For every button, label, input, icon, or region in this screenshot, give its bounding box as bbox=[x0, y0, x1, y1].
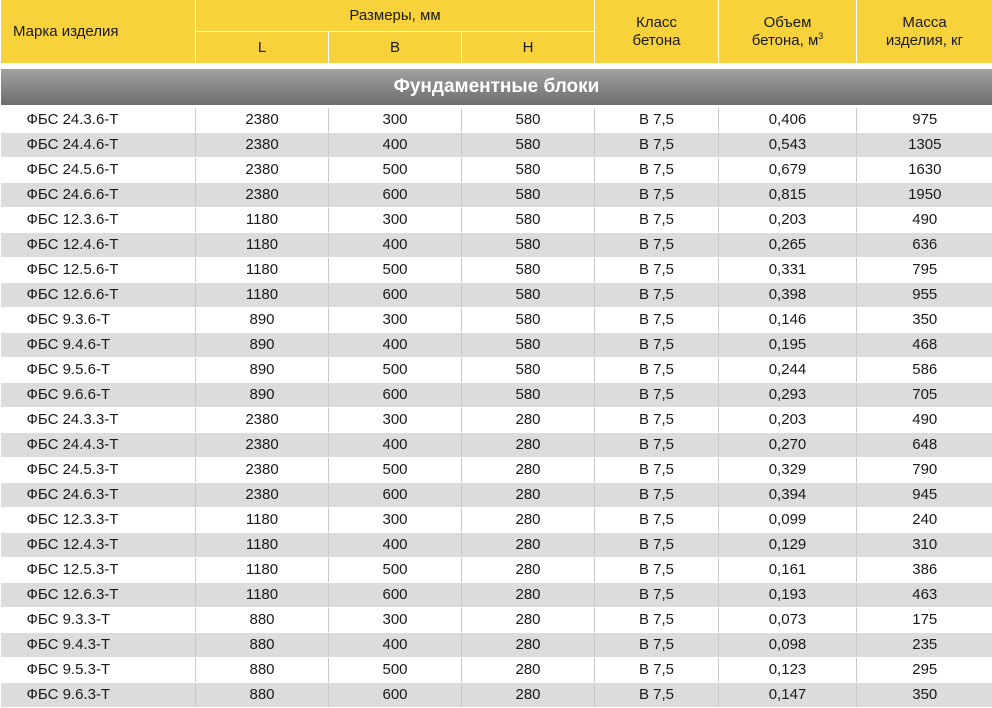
cell-class: В 7,5 bbox=[595, 608, 719, 633]
header-mass bbox=[857, 0, 992, 63]
cell-name: ФБС 12.3.3-Т bbox=[1, 508, 196, 533]
table-row bbox=[1, 308, 992, 333]
cell-mass: 1305 bbox=[857, 133, 992, 158]
cell-name: ФБС 24.5.3-Т bbox=[1, 458, 196, 483]
cell-b: 300 bbox=[329, 408, 462, 433]
cell-h: 580 bbox=[462, 283, 595, 308]
cell-mass: 468 bbox=[857, 333, 992, 358]
cell-class: В 7,5 bbox=[595, 158, 719, 183]
cell-class: В 7,5 bbox=[595, 433, 719, 458]
cell-volume: 0,129 bbox=[719, 533, 857, 558]
cell-b: 400 bbox=[329, 233, 462, 258]
cell-name: ФБС 9.6.3-Т bbox=[1, 683, 196, 708]
cell-mass: 586 bbox=[857, 358, 992, 383]
cell-class: В 7,5 bbox=[595, 108, 719, 133]
table-row bbox=[1, 258, 992, 283]
cell-l: 1180 bbox=[196, 208, 329, 233]
table-row bbox=[1, 183, 992, 208]
cell-l: 2380 bbox=[196, 458, 329, 483]
cell-b: 300 bbox=[329, 108, 462, 133]
cell-mass: 975 bbox=[857, 108, 992, 133]
cell-b: 500 bbox=[329, 258, 462, 283]
header-volume-line1: Объем bbox=[764, 14, 812, 31]
cell-mass: 350 bbox=[857, 308, 992, 333]
cell-l: 2380 bbox=[196, 483, 329, 508]
table-row bbox=[1, 108, 992, 133]
cell-name: ФБС 9.4.6-Т bbox=[1, 333, 196, 358]
cell-volume: 0,203 bbox=[719, 408, 857, 433]
header-mass-line2: изделия, кг bbox=[886, 32, 963, 49]
cell-mass: 705 bbox=[857, 383, 992, 408]
cell-name: ФБС 24.3.6-Т bbox=[1, 108, 196, 133]
table-row bbox=[1, 233, 992, 258]
table-row bbox=[1, 208, 992, 233]
cell-mass: 490 bbox=[857, 208, 992, 233]
cell-h: 280 bbox=[462, 558, 595, 583]
cell-name: ФБС 12.4.3-Т bbox=[1, 533, 196, 558]
cell-b: 300 bbox=[329, 308, 462, 333]
cell-l: 2380 bbox=[196, 183, 329, 208]
cell-h: 580 bbox=[462, 358, 595, 383]
cell-class: В 7,5 bbox=[595, 208, 719, 233]
cell-name: ФБС 12.3.6-Т bbox=[1, 208, 196, 233]
cell-volume: 0,193 bbox=[719, 583, 857, 608]
table-row bbox=[1, 458, 992, 483]
cell-l: 880 bbox=[196, 608, 329, 633]
cell-h: 580 bbox=[462, 208, 595, 233]
cell-l: 890 bbox=[196, 333, 329, 358]
table-row bbox=[1, 658, 992, 683]
cell-name: ФБС 12.6.6-Т bbox=[1, 283, 196, 308]
cell-class: В 7,5 bbox=[595, 408, 719, 433]
table-row bbox=[1, 333, 992, 358]
cell-mass: 175 bbox=[857, 608, 992, 633]
header-l: L bbox=[196, 32, 329, 64]
cell-l: 1180 bbox=[196, 558, 329, 583]
cell-h: 580 bbox=[462, 108, 595, 133]
cell-name: ФБС 9.6.6-Т bbox=[1, 383, 196, 408]
cell-name: ФБС 9.4.3-Т bbox=[1, 633, 196, 658]
cell-h: 580 bbox=[462, 333, 595, 358]
cell-volume: 0,147 bbox=[719, 683, 857, 708]
cell-h: 580 bbox=[462, 158, 595, 183]
cell-l: 1180 bbox=[196, 233, 329, 258]
cell-l: 890 bbox=[196, 358, 329, 383]
cell-b: 600 bbox=[329, 383, 462, 408]
cell-h: 280 bbox=[462, 583, 595, 608]
cell-h: 580 bbox=[462, 308, 595, 333]
cell-b: 600 bbox=[329, 183, 462, 208]
cell-name: ФБС 24.4.6-Т bbox=[1, 133, 196, 158]
cell-l: 1180 bbox=[196, 283, 329, 308]
cell-mass: 1950 bbox=[857, 183, 992, 208]
cell-b: 600 bbox=[329, 683, 462, 708]
cell-volume: 0,293 bbox=[719, 383, 857, 408]
cell-h: 280 bbox=[462, 433, 595, 458]
cell-name: ФБС 9.3.3-Т bbox=[1, 608, 196, 633]
cell-h: 280 bbox=[462, 508, 595, 533]
cell-l: 1180 bbox=[196, 258, 329, 283]
cell-class: В 7,5 bbox=[595, 658, 719, 683]
cell-h: 580 bbox=[462, 233, 595, 258]
cell-volume: 0,073 bbox=[719, 608, 857, 633]
table-body bbox=[1, 108, 992, 708]
cell-name: ФБС 24.5.6-Т bbox=[1, 158, 196, 183]
cell-class: В 7,5 bbox=[595, 683, 719, 708]
cell-l: 890 bbox=[196, 383, 329, 408]
cell-b: 500 bbox=[329, 358, 462, 383]
cell-name: ФБС 9.5.6-Т bbox=[1, 358, 196, 383]
cell-h: 580 bbox=[462, 133, 595, 158]
table-row bbox=[1, 508, 992, 533]
cell-volume: 0,161 bbox=[719, 558, 857, 583]
cell-mass: 463 bbox=[857, 583, 992, 608]
cell-volume: 0,265 bbox=[719, 233, 857, 258]
cell-mass: 790 bbox=[857, 458, 992, 483]
cell-volume: 0,398 bbox=[719, 283, 857, 308]
cell-h: 280 bbox=[462, 408, 595, 433]
cell-l: 880 bbox=[196, 683, 329, 708]
table-row bbox=[1, 633, 992, 658]
cell-mass: 945 bbox=[857, 483, 992, 508]
table-row bbox=[1, 358, 992, 383]
cell-volume: 0,406 bbox=[719, 108, 857, 133]
cell-b: 500 bbox=[329, 558, 462, 583]
section-title: Фундаментные блоки bbox=[1, 69, 992, 105]
cell-b: 300 bbox=[329, 508, 462, 533]
cell-name: ФБС 24.4.3-Т bbox=[1, 433, 196, 458]
cell-name: ФБС 9.5.3-Т bbox=[1, 658, 196, 683]
cell-mass: 386 bbox=[857, 558, 992, 583]
cell-mass: 310 bbox=[857, 533, 992, 558]
header-class bbox=[595, 0, 719, 63]
cell-h: 280 bbox=[462, 608, 595, 633]
cell-class: В 7,5 bbox=[595, 533, 719, 558]
cell-mass: 350 bbox=[857, 683, 992, 708]
table-row bbox=[1, 558, 992, 583]
cell-b: 500 bbox=[329, 158, 462, 183]
cell-b: 600 bbox=[329, 283, 462, 308]
header-mass-line1: Масса bbox=[902, 14, 946, 31]
table-row bbox=[1, 383, 992, 408]
cell-name: ФБС 12.4.6-Т bbox=[1, 233, 196, 258]
header-mark: Марка изделия bbox=[1, 0, 196, 63]
cell-class: В 7,5 bbox=[595, 508, 719, 533]
cell-volume: 0,329 bbox=[719, 458, 857, 483]
cell-l: 1180 bbox=[196, 583, 329, 608]
cell-name: ФБС 24.3.3-Т bbox=[1, 408, 196, 433]
cell-class: В 7,5 bbox=[595, 233, 719, 258]
cell-l: 2380 bbox=[196, 408, 329, 433]
cell-class: В 7,5 bbox=[595, 358, 719, 383]
cell-volume: 0,146 bbox=[719, 308, 857, 333]
cell-l: 1180 bbox=[196, 508, 329, 533]
cell-l: 890 bbox=[196, 308, 329, 333]
table-row bbox=[1, 408, 992, 433]
header-volume bbox=[719, 0, 857, 63]
cell-class: В 7,5 bbox=[595, 383, 719, 408]
cell-class: В 7,5 bbox=[595, 333, 719, 358]
header-volume-sup: 3 bbox=[818, 31, 823, 41]
cell-class: В 7,5 bbox=[595, 558, 719, 583]
table-row bbox=[1, 683, 992, 708]
cell-b: 500 bbox=[329, 658, 462, 683]
cell-volume: 0,543 bbox=[719, 133, 857, 158]
cell-volume: 0,099 bbox=[719, 508, 857, 533]
cell-name: ФБС 9.3.6-Т bbox=[1, 308, 196, 333]
cell-class: В 7,5 bbox=[595, 283, 719, 308]
cell-class: В 7,5 bbox=[595, 633, 719, 658]
cell-class: В 7,5 bbox=[595, 133, 719, 158]
cell-h: 280 bbox=[462, 458, 595, 483]
cell-volume: 0,123 bbox=[719, 658, 857, 683]
cell-class: В 7,5 bbox=[595, 308, 719, 333]
cell-h: 280 bbox=[462, 483, 595, 508]
cell-h: 280 bbox=[462, 533, 595, 558]
table-row bbox=[1, 283, 992, 308]
cell-mass: 955 bbox=[857, 283, 992, 308]
cell-class: В 7,5 bbox=[595, 483, 719, 508]
cell-class: В 7,5 bbox=[595, 258, 719, 283]
cell-l: 1180 bbox=[196, 533, 329, 558]
cell-mass: 795 bbox=[857, 258, 992, 283]
cell-l: 2380 bbox=[196, 133, 329, 158]
header-class-line2: бетона bbox=[633, 32, 681, 49]
cell-volume: 0,679 bbox=[719, 158, 857, 183]
header-b: B bbox=[329, 32, 462, 64]
cell-b: 400 bbox=[329, 533, 462, 558]
cell-name: ФБС 24.6.6-Т bbox=[1, 183, 196, 208]
cell-name: ФБС 12.5.3-Т bbox=[1, 558, 196, 583]
table-row bbox=[1, 583, 992, 608]
table-row bbox=[1, 433, 992, 458]
cell-b: 300 bbox=[329, 608, 462, 633]
cell-volume: 0,195 bbox=[719, 333, 857, 358]
cell-volume: 0,331 bbox=[719, 258, 857, 283]
cell-volume: 0,394 bbox=[719, 483, 857, 508]
cell-volume: 0,203 bbox=[719, 208, 857, 233]
cell-name: ФБС 12.6.3-Т bbox=[1, 583, 196, 608]
cell-mass: 490 bbox=[857, 408, 992, 433]
cell-mass: 295 bbox=[857, 658, 992, 683]
table-row bbox=[1, 483, 992, 508]
cell-l: 2380 bbox=[196, 158, 329, 183]
cell-mass: 636 bbox=[857, 233, 992, 258]
header-class-line1: Класс bbox=[636, 14, 677, 31]
table-row bbox=[1, 608, 992, 633]
cell-volume: 0,244 bbox=[719, 358, 857, 383]
cell-mass: 235 bbox=[857, 633, 992, 658]
cell-b: 600 bbox=[329, 583, 462, 608]
cell-h: 280 bbox=[462, 633, 595, 658]
cell-b: 400 bbox=[329, 633, 462, 658]
cell-h: 580 bbox=[462, 183, 595, 208]
cell-class: В 7,5 bbox=[595, 583, 719, 608]
table-row bbox=[1, 133, 992, 158]
cell-b: 400 bbox=[329, 433, 462, 458]
cell-volume: 0,815 bbox=[719, 183, 857, 208]
header-sizes: Размеры, мм bbox=[196, 0, 595, 32]
cell-b: 300 bbox=[329, 208, 462, 233]
cell-volume: 0,270 bbox=[719, 433, 857, 458]
table-row bbox=[1, 158, 992, 183]
table-header bbox=[1, 0, 992, 63]
cell-b: 400 bbox=[329, 333, 462, 358]
cell-mass: 648 bbox=[857, 433, 992, 458]
cell-mass: 1630 bbox=[857, 158, 992, 183]
cell-h: 280 bbox=[462, 683, 595, 708]
cell-l: 880 bbox=[196, 658, 329, 683]
cell-b: 600 bbox=[329, 483, 462, 508]
cell-name: ФБС 12.5.6-Т bbox=[1, 258, 196, 283]
cell-name: ФБС 24.6.3-Т bbox=[1, 483, 196, 508]
cell-b: 400 bbox=[329, 133, 462, 158]
cell-l: 880 bbox=[196, 633, 329, 658]
cell-l: 2380 bbox=[196, 108, 329, 133]
cell-class: В 7,5 bbox=[595, 458, 719, 483]
cell-volume: 0,098 bbox=[719, 633, 857, 658]
table-row bbox=[1, 533, 992, 558]
cell-h: 280 bbox=[462, 658, 595, 683]
cell-h: 580 bbox=[462, 383, 595, 408]
cell-h: 580 bbox=[462, 258, 595, 283]
cell-mass: 240 bbox=[857, 508, 992, 533]
header-h: H bbox=[462, 32, 595, 64]
cell-b: 500 bbox=[329, 458, 462, 483]
header-volume-line2: бетона, м bbox=[752, 32, 819, 49]
cell-l: 2380 bbox=[196, 433, 329, 458]
cell-class: В 7,5 bbox=[595, 183, 719, 208]
